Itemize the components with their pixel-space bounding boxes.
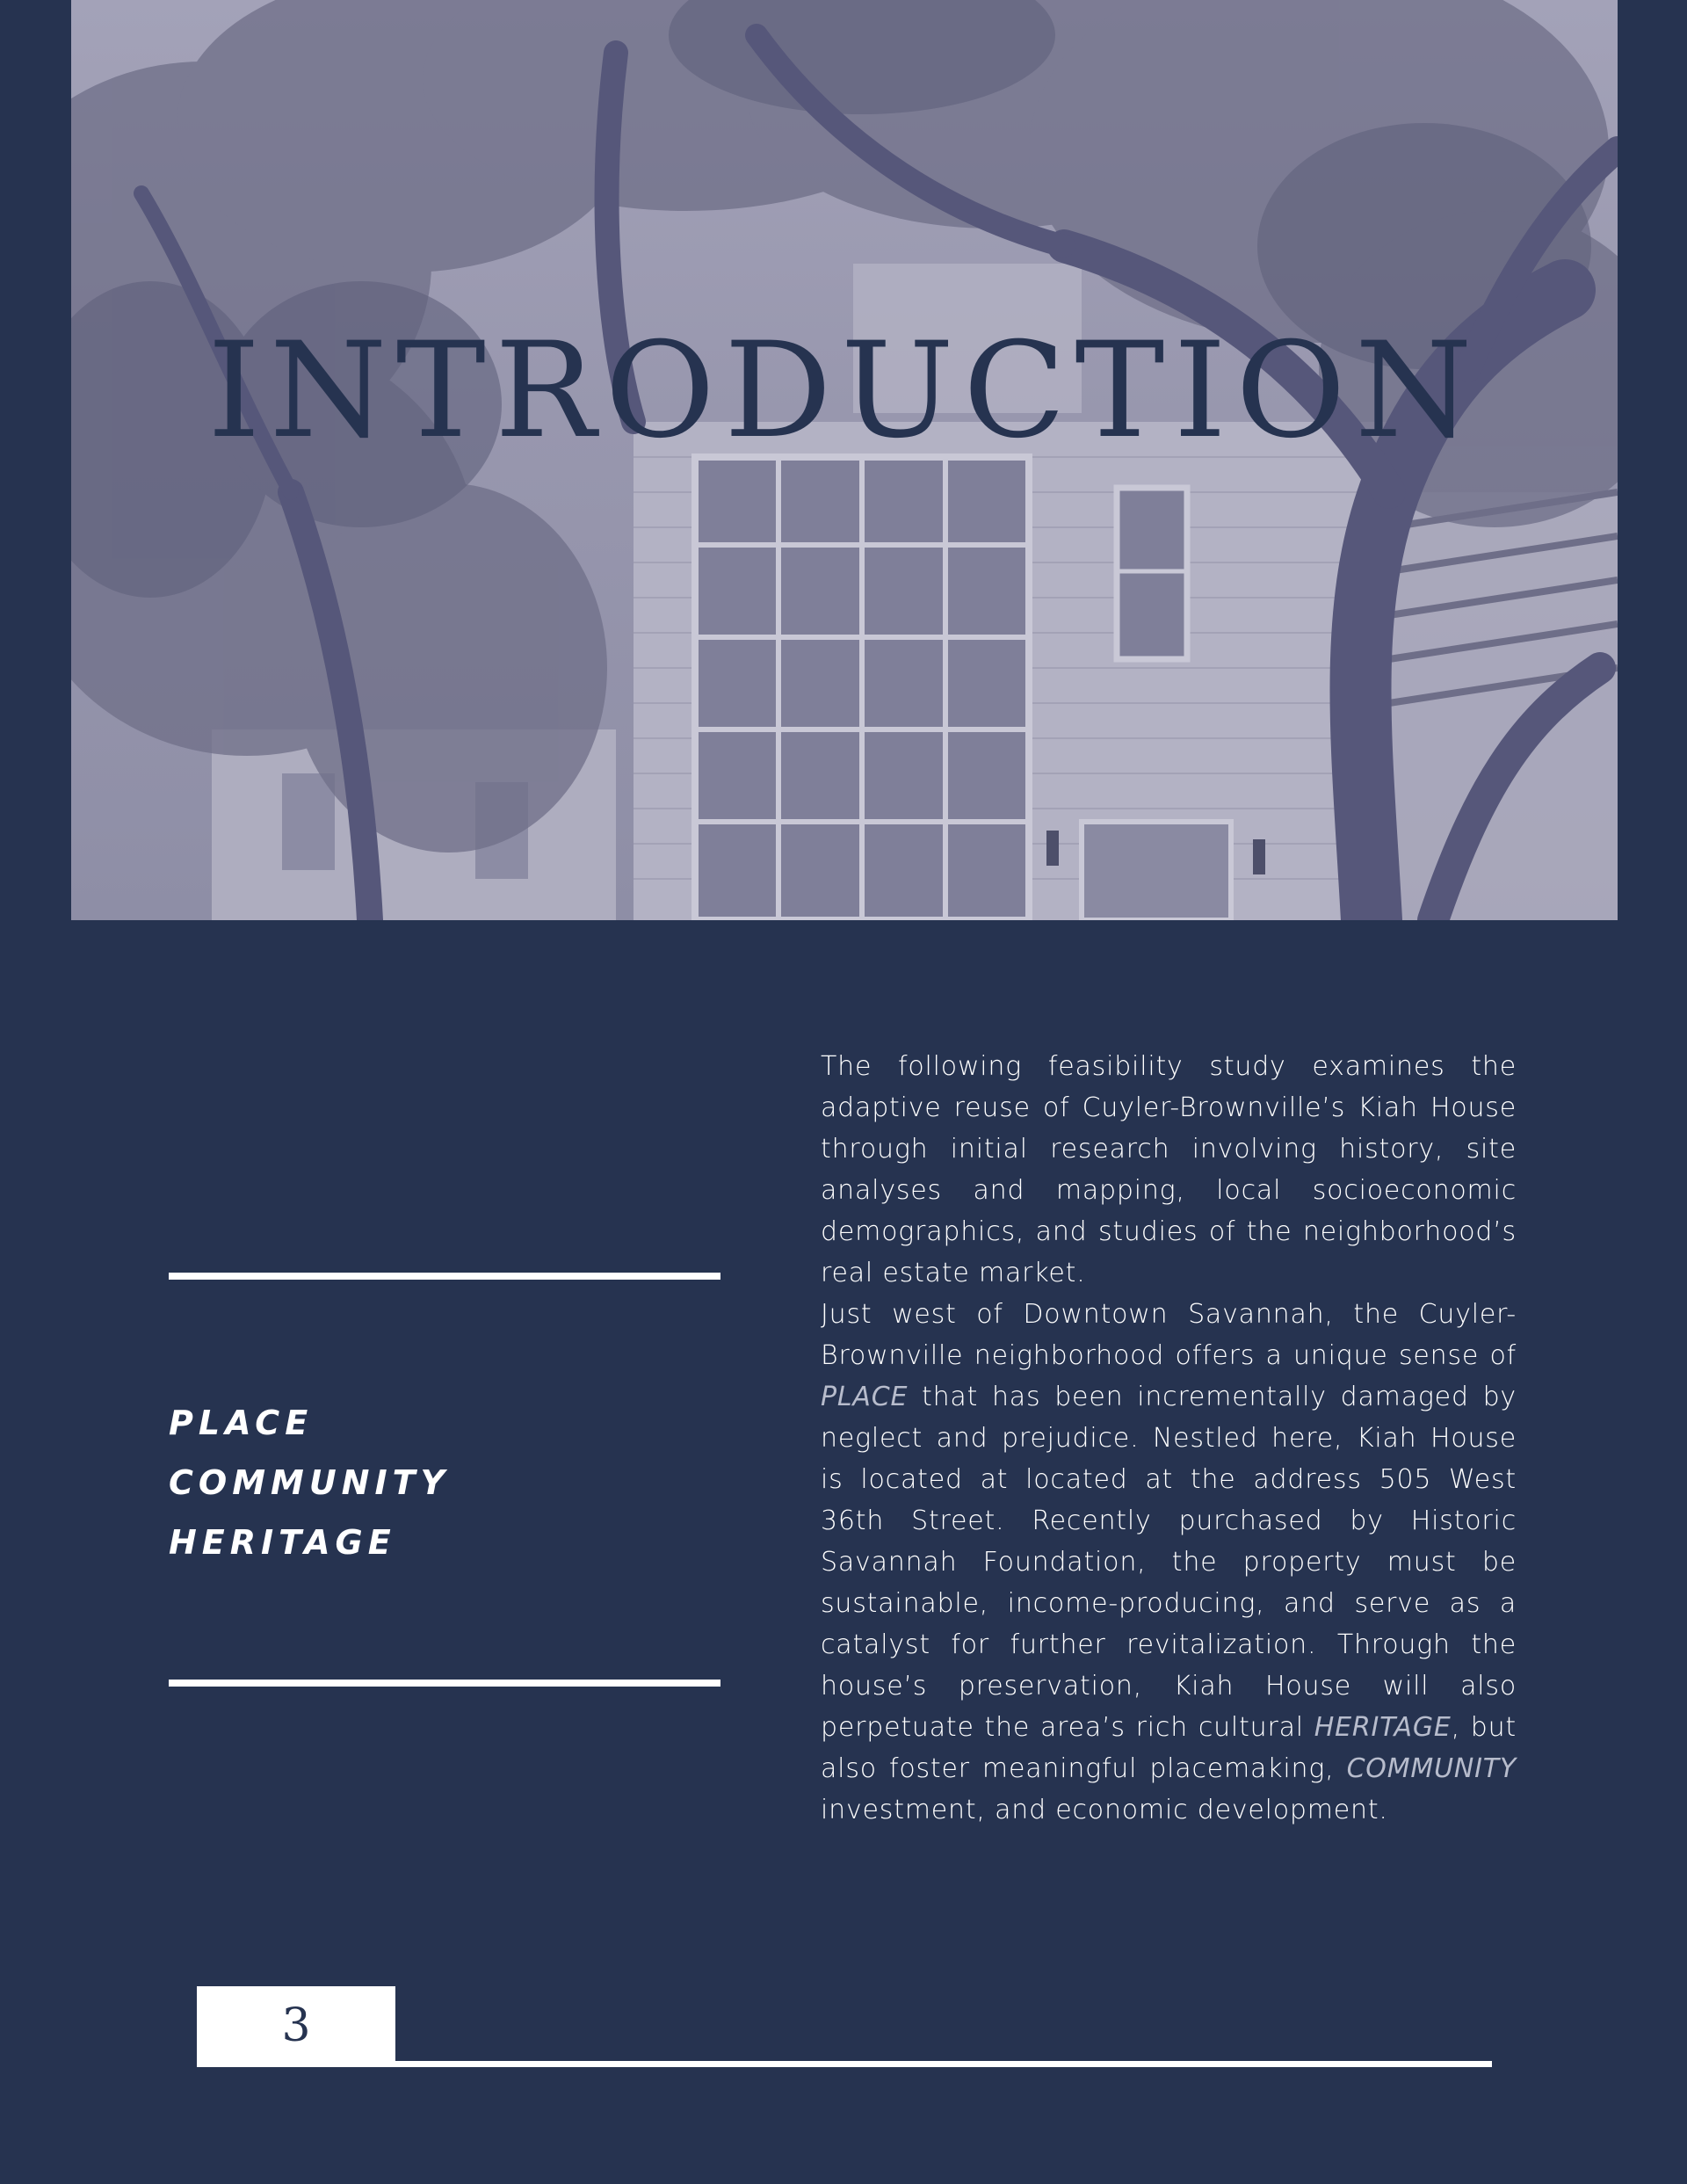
paragraph-text: , but also foster meaningful placemaking, <box>821 1712 1517 1784</box>
keyword-community: COMMUNITY <box>169 1463 451 1502</box>
footer-rule <box>197 2061 1492 2067</box>
divider-bottom <box>169 1680 720 1687</box>
page-number: 3 <box>197 1986 395 2065</box>
divider-top <box>169 1273 720 1280</box>
keyword-place: PLACE <box>169 1404 314 1442</box>
paragraph-text: that has been incrementally damaged by neglect and prejudice. Nestled here, Kiah House is located at located at the address 505 West 36th Street. Recently purchased by Historic Savannah Foundation, the property must be sustainable, income-producing, and serve as a catalyst for further revitalization. Through the house’s preservation, Kiah House will also perpetuate the area’s rich cultural <box>821 1382 1517 1743</box>
intro-paragraph-2 <box>821 1294 1517 1831</box>
hero-photo <box>71 0 1618 920</box>
keyword-list <box>169 1393 450 1572</box>
emphasis-place: PLACE <box>821 1382 909 1412</box>
paragraph-text: investment, and economic development. <box>821 1795 1388 1825</box>
emphasis-heritage: HERITAGE <box>1314 1712 1452 1743</box>
intro-paragraph-1: The following feasibility study examines the adaptive reuse of Cuyler-Brownville’s Kiah House through initial research involving history, site analyses and mapping, local socioeconomic demographics, and studies of the neighborhood’s real estate market. <box>821 1051 1517 1288</box>
intro-body <box>821 1046 1517 1831</box>
keyword-heritage: HERITAGE <box>169 1523 396 1562</box>
emphasis-community: COMMUNITY <box>1346 1753 1517 1784</box>
page-title: INTRODUCTION <box>207 315 1481 468</box>
paragraph-text: Just west of Downtown Savannah, the Cuyler-Brownville neighborhood offers a unique sense of <box>821 1299 1517 1371</box>
